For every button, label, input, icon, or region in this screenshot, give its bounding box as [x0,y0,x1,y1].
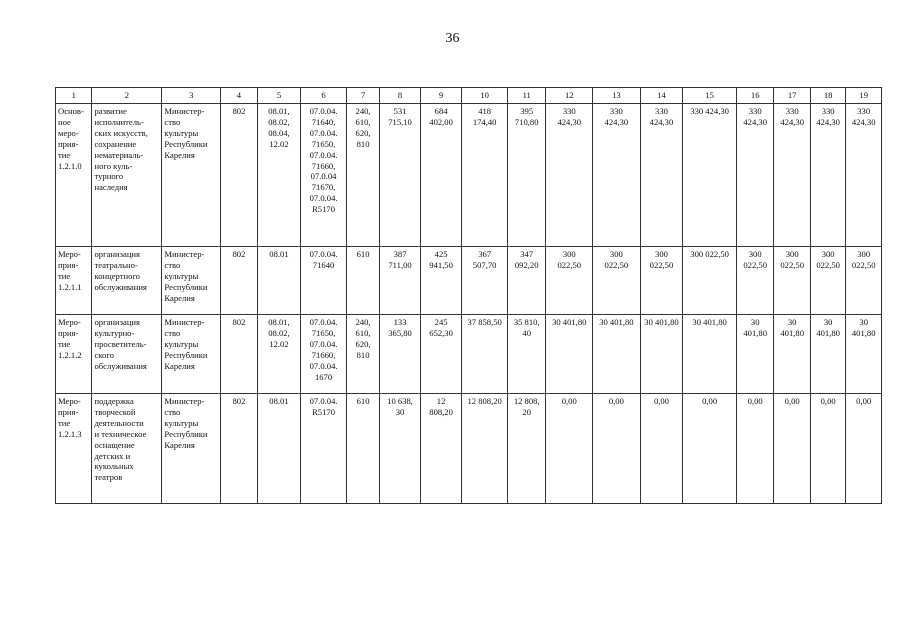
section-code-cell: 08.01 [257,394,301,504]
amount-cell: 0,00 [736,394,773,504]
column-header: 18 [810,88,845,104]
amount-cell: 330 424,30 [593,104,641,247]
event-name-cell: организация театрально- концертного обслуживания [92,247,162,315]
amount-cell: 35 810, 40 [507,315,546,394]
amount-cell: 12 808, 20 [507,394,546,504]
amount-cell: 300 022,50 [846,247,882,315]
target-article-cell: 07.0.04. 71650, 07.0.04. 71660, 07.0.04. 1670 [301,315,347,394]
amount-cell: 684 402,00 [420,104,462,247]
amount-cell: 395 710,80 [507,104,546,247]
column-header: 9 [420,88,462,104]
expense-type-cell: 610 [346,247,379,315]
event-code-cell: Меро- прия- тие 1.2.1.3 [56,394,92,504]
amount-cell: 30 401,80 [546,315,593,394]
section-code-cell: 08.01, 08.02, 12.02 [257,315,301,394]
amount-cell: 330 424,30 [846,104,882,247]
amount-cell: 133 365,80 [380,315,421,394]
table-row [56,394,882,504]
event-code-cell: Меро- прия- тие 1.2.1.2 [56,315,92,394]
amount-cell: 30 401,80 [846,315,882,394]
amount-cell: 330 424,30 [774,104,810,247]
column-header: 13 [593,88,641,104]
section-code-cell: 08.01, 08.02, 08.04, 12.02 [257,104,301,247]
amount-cell: 30 401,80 [683,315,737,394]
budget-table [55,87,882,504]
column-header: 15 [683,88,737,104]
column-header: 4 [221,88,257,104]
column-header: 14 [640,88,683,104]
table-row [56,247,882,315]
amount-cell: 367 507,70 [462,247,508,315]
amount-cell: 0,00 [810,394,845,504]
column-header: 16 [736,88,773,104]
grbs-code-cell: 802 [221,247,257,315]
amount-cell: 300 022,50 [810,247,845,315]
amount-cell: 0,00 [593,394,641,504]
column-header: 5 [257,88,301,104]
amount-cell: 531 715,10 [380,104,421,247]
grbs-code-cell: 802 [221,104,257,247]
amount-cell: 30 401,80 [810,315,845,394]
expense-type-cell: 240, 610, 620, 810 [346,315,379,394]
column-header: 8 [380,88,421,104]
event-name-cell: развитие исполнитель- ских искусств, сохранение нематериаль- ного куль- турного наследия [92,104,162,247]
column-header: 10 [462,88,508,104]
amount-cell: 30 401,80 [593,315,641,394]
amount-cell: 300 022,50 [593,247,641,315]
amount-cell: 12 808,20 [420,394,462,504]
amount-cell: 425 941,50 [420,247,462,315]
ministry-cell: Министер- ство культуры Республики Карелия [162,394,221,504]
amount-cell: 30 401,80 [736,315,773,394]
amount-cell: 12 808,20 [462,394,508,504]
column-header: 12 [546,88,593,104]
column-header: 6 [301,88,347,104]
target-article-cell: 07.0.04. 71640 [301,247,347,315]
column-header: 19 [846,88,882,104]
expense-type-cell: 240, 610, 620, 810 [346,104,379,247]
grbs-code-cell: 802 [221,394,257,504]
amount-cell: 300 022,50 [683,247,737,315]
section-code-cell: 08.01 [257,247,301,315]
amount-cell: 30 401,80 [774,315,810,394]
event-code-cell: Меро- прия- тие 1.2.1.1 [56,247,92,315]
event-name-cell: поддержка творческой деятельности и техническое оснащение детских и кукольных театров [92,394,162,504]
amount-cell: 10 638, 30 [380,394,421,504]
amount-cell: 418 174,40 [462,104,508,247]
amount-cell: 30 401,80 [640,315,683,394]
amount-cell: 387 711,00 [380,247,421,315]
column-header: 7 [346,88,379,104]
header-row [56,88,882,104]
amount-cell: 0,00 [683,394,737,504]
ministry-cell: Министер- ство культуры Республики Карелия [162,247,221,315]
amount-cell: 0,00 [774,394,810,504]
table-row [56,315,882,394]
amount-cell: 37 858,50 [462,315,508,394]
amount-cell: 300 022,50 [774,247,810,315]
amount-cell: 330 424,30 [640,104,683,247]
table-row [56,104,882,247]
amount-cell: 0,00 [640,394,683,504]
column-header: 1 [56,88,92,104]
event-name-cell: организация культурно- просветитель- ского обслуживания [92,315,162,394]
expense-type-cell: 610 [346,394,379,504]
column-header: 11 [507,88,546,104]
amount-cell: 330 424,30 [736,104,773,247]
column-header: 3 [162,88,221,104]
amount-cell: 245 652,30 [420,315,462,394]
amount-cell: 300 022,50 [640,247,683,315]
event-code-cell: Основ- ное меро- прия- тие 1.2.1.0 [56,104,92,247]
amount-cell: 0,00 [846,394,882,504]
grbs-code-cell: 802 [221,315,257,394]
amount-cell: 347 092,20 [507,247,546,315]
column-header: 2 [92,88,162,104]
ministry-cell: Министер- ство культуры Республики Карелия [162,104,221,247]
amount-cell: 330 424,30 [683,104,737,247]
amount-cell: 300 022,50 [546,247,593,315]
amount-cell: 330 424,30 [546,104,593,247]
amount-cell: 330 424,30 [810,104,845,247]
amount-cell: 0,00 [546,394,593,504]
column-header: 17 [774,88,810,104]
target-article-cell: 07.0.04. R5170 [301,394,347,504]
target-article-cell: 07.0.04. 71640, 07.0.04. 71650, 07.0.04. 71660, 07.0.04 71670, 07.0.04. R5170 [301,104,347,247]
ministry-cell: Министер- ство культуры Республики Карелия [162,315,221,394]
amount-cell: 300 022,50 [736,247,773,315]
page-number: 36 [445,31,460,46]
